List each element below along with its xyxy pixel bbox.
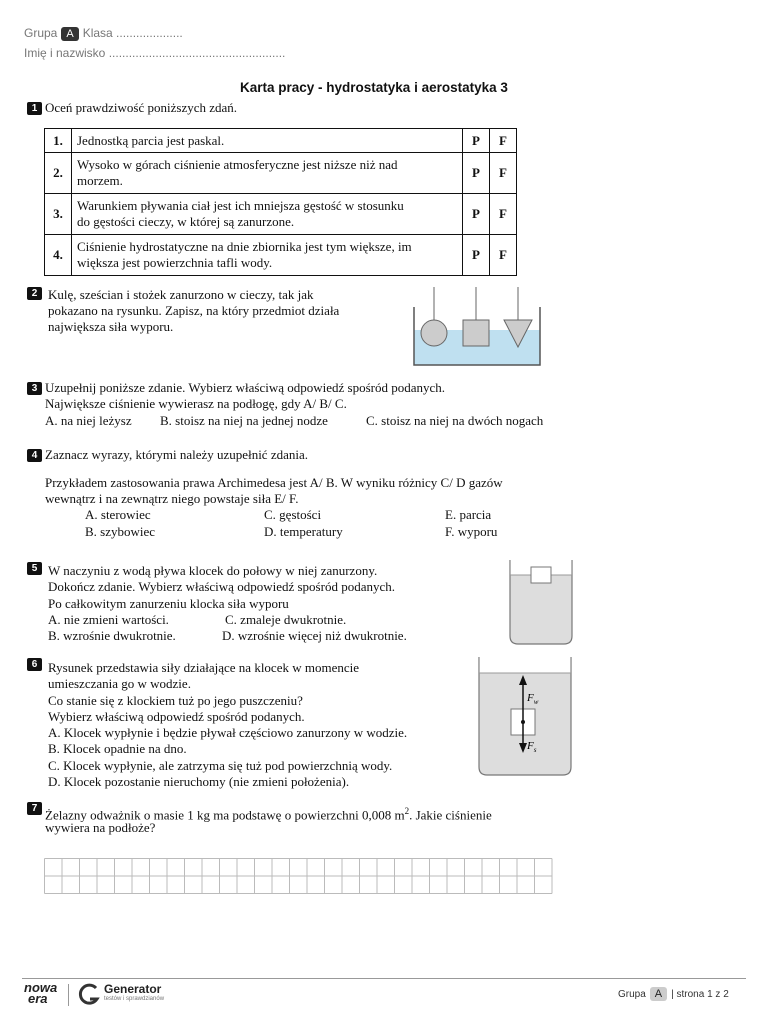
- q6-text-line: Wybierz właściwą odpowiedź spośród podanych.: [48, 709, 305, 724]
- page-title: Karta pracy - hydrostatyka i aerostatyka 3: [240, 80, 508, 95]
- question-number-2: 2: [27, 287, 42, 300]
- floating-block-figure: [505, 558, 577, 648]
- nowa-era-logo: nowa era: [24, 980, 58, 1006]
- false-option[interactable]: F: [490, 194, 517, 235]
- footer-group-label: Grupa: [618, 989, 646, 1000]
- q3-option-a[interactable]: A. na niej leżysz: [45, 413, 132, 428]
- question-number-6: 6: [27, 658, 42, 671]
- question-number-7: 7: [27, 802, 42, 815]
- group-label: Grupa: [24, 26, 58, 40]
- logo-divider: [68, 984, 69, 1006]
- row-number: 4.: [45, 235, 72, 276]
- block: [531, 567, 551, 583]
- page-number: | strona 1 z 2: [671, 989, 729, 1000]
- row-number: 3.: [45, 194, 72, 235]
- q6-option-d[interactable]: D. Klocek pozostanie nieruchomy (nie zmieni położenia).: [48, 774, 350, 789]
- q2-text-line: pokazano na rysunku. Zapisz, na który przedmiot działa: [48, 303, 340, 318]
- forces-figure: [475, 655, 575, 780]
- q5-option-c[interactable]: C. zmaleje dwukrotnie.: [225, 612, 347, 627]
- q5-text-line: W naczyniu z wodą pływa klocek do połowy w niej zanurzony.: [48, 563, 378, 578]
- answer-grid[interactable]: [44, 858, 554, 894]
- q4-option-b[interactable]: B. szybowiec: [85, 524, 156, 539]
- question-number-5: 5: [27, 562, 42, 575]
- buoyancy-label: $F_w$: [527, 692, 539, 706]
- q3-text-line: Największe ciśnienie wywierasz na podłogę, gdy A/ B/ C.: [45, 396, 347, 411]
- air-gap: [480, 657, 571, 673]
- q6-option-a[interactable]: A. Klocek wypłynie i będzie pływał częściowo zanurzony w wodzie.: [48, 725, 408, 740]
- false-option[interactable]: F: [490, 129, 517, 153]
- q6-text-line: Rysunek przedstawia siły działające na klocek w momencie: [48, 660, 360, 675]
- group-badge: A: [61, 27, 78, 41]
- q4-option-a[interactable]: A. sterowiec: [85, 507, 151, 522]
- q6-text-line: Co stanie się z klockiem tuż po jego puszczeniu?: [48, 693, 303, 708]
- q3-option-b[interactable]: B. stoisz na niej na jednej nodze: [160, 413, 328, 428]
- class-label: Klasa ....................: [82, 26, 183, 40]
- q5-text-line: Dokończ zdanie. Wybierz właściwą odpowiedź spośród podanych.: [48, 579, 395, 594]
- immersed-objects-figure: [410, 285, 545, 370]
- row-number: 1.: [45, 129, 72, 153]
- true-false-table: [44, 128, 517, 276]
- generator-icon: [76, 982, 102, 1008]
- statement: Wysoko w górach ciśnienie atmosferyczne jest niższe niż nad morzem.: [72, 153, 463, 194]
- force-origin: [521, 720, 525, 724]
- true-option[interactable]: P: [463, 153, 490, 194]
- false-option[interactable]: F: [490, 235, 517, 276]
- footer-group-badge: A: [650, 987, 667, 1001]
- group-field: [24, 26, 183, 41]
- false-option[interactable]: F: [490, 153, 517, 194]
- q5-option-a[interactable]: A. nie zmieni wartości.: [48, 612, 169, 627]
- true-option[interactable]: P: [463, 235, 490, 276]
- q4-option-e[interactable]: E. parcia: [445, 507, 492, 522]
- gravity-label: $F_s$: [527, 740, 537, 754]
- q7-text-line: Żelazny odważnik o masie 1 kg ma podstawę o powierzchni 0,008 $m^2$. Jakie ciśnienie: [45, 806, 492, 823]
- generator-subtitle: testów i sprawdzianów: [104, 996, 165, 1002]
- q1-prompt: Oceń prawdziwość poniższych zdań.: [45, 100, 238, 115]
- q6-option-c[interactable]: C. Klocek wypłynie, ale zatrzyma się tuż pod powierzchnią wody.: [48, 758, 393, 773]
- q7-text-line: wywiera na podłoże?: [45, 820, 156, 835]
- true-option[interactable]: P: [463, 129, 490, 153]
- question-number-4: 4: [27, 449, 42, 462]
- ball: [421, 320, 447, 346]
- q5-option-d[interactable]: D. wzrośnie więcej niż dwukrotnie.: [222, 628, 407, 643]
- q4-text-line: Przykładem zastosowania prawa Archimedesa jest A/ B. W wyniku różnicy C/ D gazów: [45, 475, 503, 490]
- q4-prompt: Zaznacz wyrazy, którymi należy uzupełnić zdania.: [45, 447, 308, 462]
- name-label: Imię i nazwisko .....................................................: [24, 46, 286, 60]
- page-indicator: [618, 987, 729, 1001]
- question-number-3: 3: [27, 382, 42, 395]
- q5-text-line: Po całkowitym zanurzeniu klocka siła wyporu: [48, 596, 289, 611]
- true-option[interactable]: P: [463, 194, 490, 235]
- q3-text-line: Uzupełnij poniższe zdanie. Wybierz właściwą odpowiedź spośród podanych.: [45, 380, 446, 395]
- q2-text-line: Kulę, sześcian i stożek zanurzono w cieczy, tak jak: [48, 287, 314, 302]
- cube: [463, 320, 489, 346]
- table-row: [45, 129, 517, 153]
- q6-option-b[interactable]: B. Klocek opadnie na dno.: [48, 741, 187, 756]
- q5-option-b[interactable]: B. wzrośnie dwukrotnie.: [48, 628, 176, 643]
- footer-divider: [22, 978, 746, 979]
- q4-option-c[interactable]: C. gęstości: [264, 507, 322, 522]
- q4-option-d[interactable]: D. temperatury: [264, 524, 343, 539]
- table-row: [45, 194, 517, 235]
- table-row: [45, 235, 517, 276]
- q6-text-line: umieszczania go w wodzie.: [48, 676, 191, 691]
- statement: Jednostką parcia jest paskal.: [72, 129, 463, 153]
- question-number-1: 1: [27, 102, 42, 115]
- generator-title: Generator: [104, 982, 162, 996]
- q4-text-line: wewnątrz i na zewnątrz niego powstaje siła E/ F.: [45, 491, 299, 506]
- q2-text-line: największa siła wyporu.: [48, 319, 174, 334]
- q3-option-c[interactable]: C. stoisz na niej na dwóch nogach: [366, 413, 544, 428]
- row-number: 2.: [45, 153, 72, 194]
- statement: Warunkiem pływania ciał jest ich mniejsza gęstość w stosunku do gęstości cieczy, w której są zanurzone.: [72, 194, 463, 235]
- table-row: [45, 153, 517, 194]
- statement: Ciśnienie hydrostatyczne na dnie zbiornika jest tym większe, im większa jest powierzchnia tafli wody.: [72, 235, 463, 276]
- q4-option-f[interactable]: F. wyporu: [445, 524, 498, 539]
